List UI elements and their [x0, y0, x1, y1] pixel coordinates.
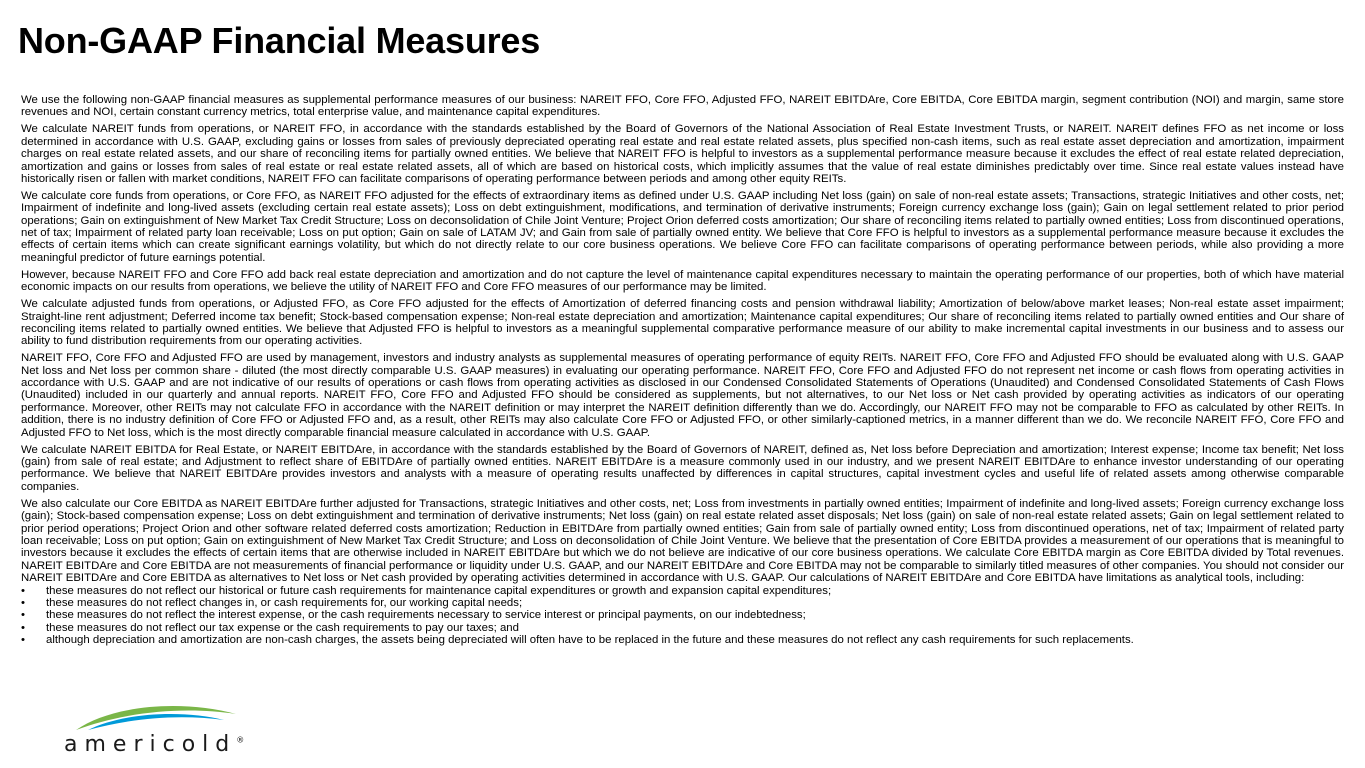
bullet-icon: •	[21, 609, 25, 622]
list-item-text: these measures do not reflect our historical or future cash requirements for maintenance capital expenditures or growth and expansion capital expenditures;	[46, 584, 832, 597]
list-item	[21, 634, 1344, 646]
logo-wordmark	[64, 732, 244, 757]
paragraph-core-ebitda: We also calculate our Core EBITDA as NAREIT EBITDAre further adjusted for Transactions, strategic Initiatives and other costs, net; Loss from investments in partially owned entities; Impairment of indefinite and long-lived assets; Foreign currency exchange loss (gain); Stock-based compensation expense; Loss on debt extinguishment and termination of derivative instruments; Net loss (gain) on real estate related asset disposals; Net loss (gain) on sale of non-real estate related assets; Gain on legal settlement related to prior period operations; Project Orion and other software related deferred costs amortization; Reduction in EBITDAre from partially owned entities; Gain from sale of partially owned entity; Loss from discontinued operations, net of tax; Impairment of related party loan receivable; Loss on put option; Gain on extinguishment of New Market Tax Credit Structure; and Loss on deconsolidation of Chile Joint Venture. We believe that the presentation of Core EBITDA provides a measurement of our operations that is meaningful to investors because it excludes the effects of certain items that are otherwise included in NAREIT EBITDAre but which we do not believe are indicative of our core business operations. We calculate Core EBITDA margin as Core EBITDA divided by Total revenues. NAREIT EBITDAre and Core EBITDA are not measurements of financial performance or liquidity under U.S. GAAP, and our NAREIT EBITDAre and Core EBITDA may not be comparable to similarly titled measures of other companies. You should not consider our NAREIT EBITDAre and Core EBITDA as alternatives to Net loss or Net cash provided by operating activities determined in accordance with U.S. GAAP. Our calculations of NAREIT EBITDAre and Core EBITDA have limitations as analytical tools, including:	[21, 497, 1344, 585]
paragraph-limitations: However, because NAREIT FFO and Core FFO add back real estate depreciation and amortization and do not capture the level of maintenance capital expenditures necessary to maintain the operating performance of our properties, both of which have material economic impacts on our results from operations, we believe the utility of NAREIT FFO and Core FFO measures of our performance may be limited.	[21, 268, 1344, 294]
list-item-text: these measures do not reflect the interest expense, or the cash requirements necessary to service interest or principal payments, on our indebtedness;	[46, 609, 806, 622]
paragraph-core-ffo: We calculate core funds from operations, or Core FFO, as NAREIT FFO adjusted for the effects of extraordinary items as defined under U.S. GAAP including Net loss (gain) on sale of non-real estate assets; Transactions, strategic Initiatives and other costs, net; Impairment of indefinite and long-lived assets (excluding certain real estate assets); Loss on debt extinguishment, modifications, and termination of derivative instruments; Foreign currency exchange loss (gain); Gain on legal settlement related to prior period operations; Gain on extinguishment of New Market Tax Credit Structure; Loss on deconsolidation of Chile Joint Venture; Project Orion deferred costs amortization; Our share of reconciling items related to partially owned entities; Loss from discontinued operations, net of tax; Impairment of related party loan receivable; Loss on put option; Gain on sale of LATAM JV; and Gain from sale of partially owned entity. We believe that Core FFO is helpful to investors as a supplemental performance measure because it excludes the effects of certain items which can create significant earnings volatility, but which do not directly relate to our core business operations. We believe Core FFO can facilitate comparisons of operating performance between periods, while also providing a more meaningful predictor of future earnings potential.	[21, 189, 1344, 264]
body-text	[21, 94, 1344, 647]
americold-logo	[60, 700, 245, 758]
page-title: Non-GAAP Financial Measures	[18, 20, 541, 61]
list-item-text: although depreciation and amortization are non-cash charges, the assets being depreciated will often have to be replaced in the future and these measures do not reflect any cash requirements for such replacements.	[46, 634, 1134, 647]
list-item-text: these measures do not reflect changes in, or cash requirements for, our working capital needs;	[46, 596, 523, 609]
limitations-list	[21, 585, 1344, 647]
list-item-text: these measures do not reflect our tax expense or the cash requirements to pay our taxes; and	[46, 621, 519, 634]
paragraph-nareit-ffo: We calculate NAREIT funds from operations, or NAREIT FFO, in accordance with the standards established by the Board of Governors of the National Association of Real Estate Investment Trusts, or NAREIT. NAREIT defines FFO as net income or loss determined in accordance with U.S. GAAP, excluding gains or losses from sales of previously depreciated operating real estate and real estate related assets, plus specified non-cash items, such as real estate asset depreciation and amortization, impairment charges on real estate related assets, and our share of reconciling items for partially owned entities. We believe that NAREIT FFO is helpful to investors as a supplemental performance measure because it excludes the effect of real estate related depreciation, amortization and gains or losses from sales of real estate or real estate related assets, all of which are based on historical costs, which implicitly assumes that the value of real estate diminishes predictably over time. Since real estate values instead have historically risen or fallen with market conditions, NAREIT FFO can facilitate comparisons of operating performance between periods and among other equity REITs.	[21, 123, 1344, 185]
list-item	[21, 597, 1344, 609]
trademark-symbol: ®	[236, 735, 245, 745]
bullet-icon: •	[21, 596, 25, 609]
paragraph-nareit-ebitdare: We calculate NAREIT EBITDA for Real Estate, or NAREIT EBITDAre, in accordance with the standards established by the Board of Governors of NAREIT, defined as, Net loss before Depreciation and amortization; Interest expense; Income tax benefit; Net loss (gain) from sale of real estate; and Adjustment to reflect share of EBITDAre of partially owned entities. NAREIT EBITDAre is a measure commonly used in our industry, and we present NAREIT EBITDAre to enhance investor understanding of our operating performance. We believe that NAREIT EBITDAre provides investors and analysts with a measure of operating results unaffected by differences in capital structures, capital investment cycles and useful life of related assets among otherwise comparable companies.	[21, 443, 1344, 493]
bullet-icon: •	[21, 634, 25, 647]
bullet-icon: •	[21, 584, 25, 597]
list-item	[21, 622, 1344, 634]
list-item	[21, 585, 1344, 597]
paragraph-intro: We use the following non-GAAP financial measures as supplemental performance measures of our business: NAREIT FFO, Core FFO, Adjusted FFO, NAREIT EBITDAre, Core EBITDA, Core EBITDA margin, segment contribution (NOI) and margin, same store revenues and NOI, certain constant currency metrics, total enterprise value, and maintenance capital expenditures.	[21, 94, 1344, 119]
swoosh-icon	[74, 700, 239, 734]
paragraph-ffo-usage: NAREIT FFO, Core FFO and Adjusted FFO are used by management, investors and industry analysts as supplemental measures of operating performance of equity REITs. NAREIT FFO, Core FFO and Adjusted FFO should be evaluated along with U.S. GAAP Net loss and Net loss per common share - diluted (the most directly comparable U.S. GAAP measures) in evaluating our operating performance. NAREIT FFO, Core FFO and Adjusted FFO do not represent net income or cash flows from operating activities in accordance with U.S. GAAP and are not indicative of our results of operations or cash flows from operating activities as disclosed in our Condensed Consolidated Statements of Operations (Unaudited) and Condensed Consolidated Statements of Cash Flows (Unaudited) included in our quarterly and annual reports. NAREIT FFO, Core FFO and Adjusted FFO should be considered as supplements, but not alternatives, to our Net loss or Net cash provided by operating activities as indicators of our operating performance. Moreover, other REITs may not calculate FFO in accordance with the NAREIT definition or may interpret the NAREIT definition differently than we do. Accordingly, our NAREIT FFO may not be comparable to FFO as calculated by other REITs. In addition, there is no industry definition of Core FFO or Adjusted FFO and, as a result, other REITs may also calculate Core FFO or Adjusted FFO, or other similarly-captioned metrics, in a manner different than we do. We reconcile NAREIT FFO, Core FFO and Adjusted FFO to Net loss, which is the most directly comparable financial measure calculated in accordance with U.S. GAAP.	[21, 352, 1344, 439]
logo-text: americold	[64, 732, 237, 757]
bullet-icon: •	[21, 621, 25, 634]
paragraph-adjusted-ffo: We calculate adjusted funds from operations, or Adjusted FFO, as Core FFO adjusted for the effects of Amortization of deferred financing costs and pension withdrawal liability; Amortization of below/above market leases; Non-real estate asset impairment; Straight-line rent adjustment; Deferred income tax benefit; Stock-based compensation expense; Non-real estate depreciation and amortization; Maintenance capital expenditures; Our share of reconciling items related to partially owned entities and Our share of reconciling items related to partially owned entities. We believe that Adjusted FFO is helpful to investors as a meaningful supplemental comparative performance measure of our ability to make incremental capital investments in our business and to assess our ability to fund distribution requirements from our operating activities.	[21, 298, 1344, 348]
list-item	[21, 609, 1344, 621]
